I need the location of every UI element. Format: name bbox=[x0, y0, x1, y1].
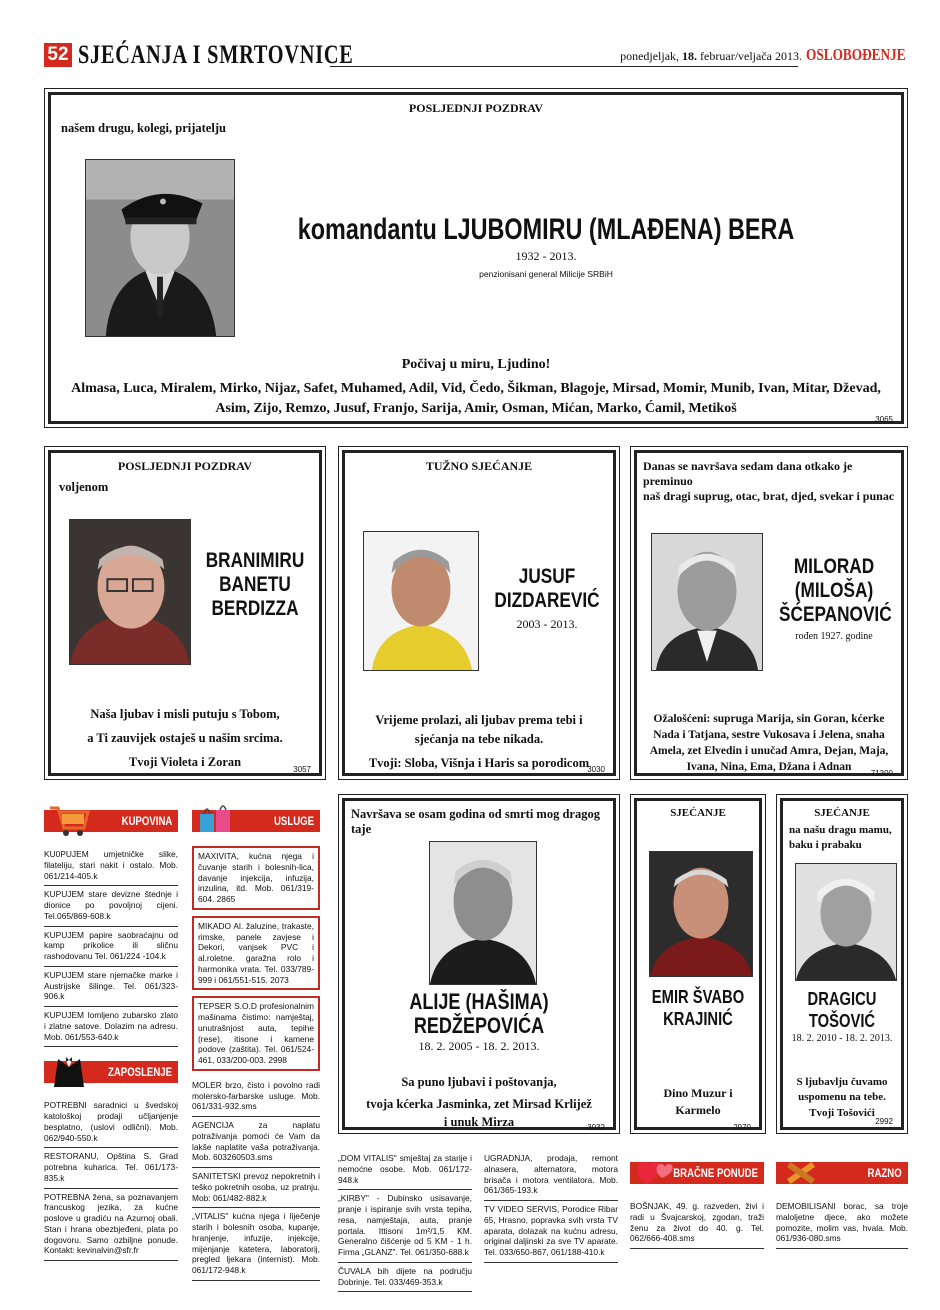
classifieds-column-5 bbox=[630, 1152, 764, 1249]
boxed-ad: MAXIVITA, kućna njega i čuvanje starih i bolesnih-lica, davanje injekcija, infuzija, inzulina, itd. Mob. 061/319-604. 2865 bbox=[192, 846, 320, 910]
classifieds-column-3 bbox=[338, 1150, 472, 1292]
deceased-name-line: DRAGICU bbox=[807, 989, 877, 1009]
notice-berdizza bbox=[44, 446, 326, 780]
classified-ad: KUPUJEM stare njemačke marke i Austrijske šilinge. Tel. 061/323-906.k bbox=[44, 967, 178, 1007]
classified-ad: RESTORANU, Opština S. Grad potrebna kuharica. Tel. 061/173-835.k bbox=[44, 1148, 178, 1188]
classified-ad: „DOM VITALIS" smještaj za starije i nemoćne osobe. Mob. 061/172-948.k bbox=[338, 1150, 472, 1190]
notice-heading: TUŽNO SJEĆANJE bbox=[425, 459, 533, 473]
ad-code: 3057 bbox=[293, 765, 311, 774]
classified-ad: „KIRBY" - Dubinsko usisavanje, pranje i ispiranje svih vrsta tepiha, resa, namještaja, auta, pranje portala. Ittisoni 1m²/1,5 KM. Generalno čišćenje od 5 KM - 1 h. Firma „GLANZ". Tel. 061/350-688.k bbox=[338, 1190, 472, 1263]
signers-list: Almasa, Luca, Miralem, Mirko, Nijaz, Safet, Muhamed, Adil, Vid, Čedo, Šikman, Blagoje, Mirsad, Momir, Munib, Ivan, Mitar, Dževad, Asim, Zijo, Remzo, Jusuf, Franjo, Sarija, Amir, Osman, Mićan, Marko, Ćamil, Metikoš bbox=[71, 381, 881, 416]
classified-ad: DEMOBILISANI borac, sa troje maloljetne djece, ako možete pomozite, molim vas, hvala. Mob. 061/936-080.sms bbox=[776, 1198, 908, 1249]
portrait-photo bbox=[85, 159, 235, 337]
life-years: 18. 2. 2005 - 18. 2. 2013. bbox=[418, 1039, 540, 1053]
deceased-name-line: REDŽEPOVIĆA bbox=[413, 1013, 545, 1038]
birth-info: rođen 1927. godine bbox=[795, 631, 873, 642]
portrait-photo bbox=[795, 863, 897, 981]
life-years: 1932 - 2013. bbox=[515, 249, 577, 263]
notice-message: Naša ljubav i misli putuju s Tobom, a Ti zauvijek ostaješ u našim srcima. Tvoji Violeta i Zoran bbox=[87, 707, 283, 769]
notice-message: Sa puno ljubavi i poštovanja, tvoja kćerka Jasminka, zet Mirsad Krlijež i unuk Mirza bbox=[366, 1075, 592, 1130]
classified-ad: KU0PUJEM umjetničke slike, filatеliju, stari nakit i ostalo. Mob. 061/214-405.k bbox=[44, 846, 178, 886]
classified-ad: POTREBNI saradnici u švedskoj katološkoj prodaji učljanjenje besplatno, (uslovi odlični). Mob. 062/940-550.k bbox=[44, 1097, 178, 1148]
classified-ad: KUPUJEM papire saobraćajnu od kamp prikolice ili sličnu rashodovanu Tel. 061/224 -104.k bbox=[44, 927, 178, 967]
life-years: 2003 - 2013. bbox=[516, 617, 578, 631]
paint-buckets-icon bbox=[196, 802, 238, 838]
deceased-name-line: BANETU bbox=[219, 573, 291, 596]
deceased-name-line: BERDIZZA bbox=[211, 597, 299, 620]
boxed-ad: MIKADO Al. žaluzine, trakaste, rimske, panele zavjese i Dekori, vanjsek PVC i al.roletne. garažna rolo i harmonika vrata. Tel. 033/789-999 i 061/551-515. 2073 bbox=[192, 916, 320, 991]
portrait-photo bbox=[69, 519, 191, 665]
deceased-name-line: DIZDAREVIĆ bbox=[494, 589, 600, 612]
notice-heading: POSLJEDNJI POZDRAV bbox=[408, 101, 544, 115]
notice-message: S ljubavlju čuvamo uspomenu na tebe. Tvoji Tošovići bbox=[796, 1076, 888, 1119]
notice-heading: POSLJEDNJI POZDRAV bbox=[117, 459, 253, 473]
category-header-bracne-ponude: BRAČNE PONUDE bbox=[630, 1152, 764, 1192]
deceased-name-line: TOŠOVIĆ bbox=[808, 1011, 876, 1031]
category-header-zaposlenje: ZAPOSLENJE bbox=[44, 1051, 178, 1091]
portrait-photo bbox=[363, 531, 479, 671]
classified-ad: „VITALIS" kućna njega i liječenje starih i bolesnih osoba, kupanje, hranjenje, infuzije, injekcije, mijenjanje katetera, laboratorij, pregled ljekara (internist). Mob. 061/172-948.k bbox=[192, 1208, 320, 1281]
classified-ad: UGRADNJA, prodaja, remont alnasera, alternatora, motora brisača i motora ventilatora. Mob. 061/365-193.k bbox=[484, 1150, 618, 1201]
portrait-photo bbox=[429, 841, 537, 985]
notice-heading: SJEĆANJE bbox=[670, 807, 726, 819]
notice-redzepovic bbox=[338, 794, 620, 1134]
classified-ad: AGENCIJA za naplatu potraživanja pomoći će Vam da lakše naplatite vaša potraživanja. Mob. 603260503.sms bbox=[192, 1117, 320, 1168]
deceased-name-line: ŠĆEPANOVIĆ bbox=[779, 603, 892, 626]
notice-dizdarevic bbox=[338, 446, 620, 780]
classified-ad: POTREBNA žena, sa poznavanjem francuskog jezika, za kućne poslove u gradiću na Azurnoj obali. Stan i hrana obezbjeđeni, plata po dogovoru. Samo ozbiljne ponude. Kontakt: kevinalvin@sfr.fr bbox=[44, 1189, 178, 1262]
category-header-razno: RAZNO bbox=[776, 1152, 908, 1192]
notice-tosovic bbox=[776, 794, 908, 1134]
ad-code: 3065 bbox=[875, 415, 893, 424]
classified-ad: MOLER brzo, čisto i povolno radi molersko-farbarske usluge. Mob. 061/331-932.sms bbox=[192, 1077, 320, 1117]
deceased-name-line: EMIR ŠVABO bbox=[651, 987, 745, 1007]
ad-code: 3030 bbox=[587, 765, 605, 774]
classifieds-column-1 bbox=[44, 800, 178, 1261]
notice-intro: Danas se navršava sedam dana otkako je preminuo naš dragi suprug, otac, brat, djed, svekar i punac bbox=[643, 459, 895, 503]
deceased-name-line: JUSUF bbox=[518, 565, 576, 588]
portrait-photo bbox=[651, 533, 763, 671]
notice-scepanovic bbox=[630, 446, 908, 780]
deceased-name-line: (MILOŠA) bbox=[794, 579, 874, 602]
hearts-icon bbox=[634, 1154, 676, 1190]
header-date: ponedjeljak, 18. februar/veljača 2013. bbox=[620, 49, 802, 63]
classifieds-column-4 bbox=[484, 1150, 618, 1263]
deceased-name-line: MILORAD bbox=[793, 555, 875, 578]
deceased-name: komandantu LJUBOMIRU (MLAĐENA) BERA bbox=[297, 213, 795, 246]
category-header-usluge: USLUGE bbox=[192, 800, 320, 840]
deceased-name-line: ALIJE (HAŠIMA) bbox=[409, 989, 549, 1014]
notice-heading: SJEĆANJE bbox=[814, 807, 870, 819]
shopping-cart-icon bbox=[48, 802, 90, 838]
notice-krajinic bbox=[630, 794, 766, 1134]
notice-intro: Navršava se osam godina od smrti mog dragog taje bbox=[351, 807, 600, 836]
portrait-photo bbox=[649, 851, 753, 977]
boxed-ad: TEPSER S.O.D profesionalnim mašinama čistimo: namještaj, unutrašnjost auta, tepihe (rese), itisone i kamene podove (zaštita). Tel. 061/524-461, 033/200-003. 2998 bbox=[192, 996, 320, 1071]
suit-icon bbox=[48, 1053, 90, 1089]
newspaper-logo: OSLOBOĐENJE bbox=[806, 45, 906, 64]
notice-intro: na našu dragu mamu, baku i prabaku bbox=[789, 824, 892, 851]
notice-intro: našem drugu, kolegi, prijatelju bbox=[61, 121, 226, 135]
section-title: SJEĆANJA I SMRTOVNICE bbox=[78, 40, 354, 69]
notice-message: Vrijeme prolazi, ali ljubav prema tebi i sjećanja na tebe nikada. Tvoji: Sloba, Višnja i Haris sa porodicom bbox=[368, 713, 590, 770]
classified-ad: TV VIDEO SERVIS, Porodice Ribar 65, Hrasno, popravka svih vrsta TV aparata, dolazak na kućnu adresu, original daljinski za sve TV aparate. Tel. 033/650-867, 061/188-410.k bbox=[484, 1201, 618, 1263]
notice-subtitle: penzionisani general Milicije SRBiH bbox=[479, 269, 613, 279]
deceased-name-line: BRANIMIRU bbox=[205, 549, 305, 572]
life-years: 18. 2. 2010 - 18. 2. 2013. bbox=[791, 1033, 893, 1044]
classified-ad: ČUVALA bih dijete na području Dobrinje. Tel. 033/469-353.k bbox=[338, 1263, 472, 1293]
notice-intro: voljenom bbox=[59, 480, 109, 494]
page-number: 52 bbox=[44, 43, 72, 67]
classified-ad: KUPUJEM stare devizne štednje i dionice po povoljnoj cijeni. Tel.065/869-608.k bbox=[44, 886, 178, 926]
category-header-kupovina: KUPOVINA bbox=[44, 800, 178, 840]
tools-icon bbox=[780, 1154, 822, 1190]
ad-code: 2992 bbox=[875, 1117, 893, 1126]
rest-line: Počivaj u miru, Ljudino! bbox=[401, 357, 551, 372]
classifieds-column-2 bbox=[192, 800, 320, 1281]
deceased-name-line: KRAJINIĆ bbox=[663, 1009, 733, 1029]
ad-code: 2970 bbox=[733, 1123, 751, 1132]
classified-ad: KUPUJEM lomljeno zubarsko zlato i zlatne satove. Dolazim na adresu. Mob. 061/553-640.k bbox=[44, 1007, 178, 1047]
ad-code: 71300 bbox=[870, 769, 893, 778]
ad-code: 3032 bbox=[587, 1123, 605, 1132]
main-notice bbox=[44, 88, 908, 428]
classified-ad: BOŠNJAK, 49. g. razveden, živi i radi u Švajcarskoj, zgodan, traži ženu za život do 40. g. Tel. 062/666-408.sms bbox=[630, 1198, 764, 1249]
notice-message: Ožalošćeni: supruga Marija, sin Goran, kćerke Nada i Tatjana, sestre Vukosava i Jelena, snaha Amela, zet Elvedin i unučad Amra, Dejan, Maja, Ivana, Nina, Ema, Džana i Adnan bbox=[649, 713, 889, 774]
notice-message: Dino Muzur i Karmelo bbox=[663, 1086, 733, 1117]
classifieds-column-6 bbox=[776, 1152, 908, 1249]
header-rule bbox=[330, 66, 798, 67]
classified-ad: SANITETSKI prevoz nepokretnih i teško pokretnih osoba, uz pratnju. Mob: 061/482-882.k bbox=[192, 1168, 320, 1208]
